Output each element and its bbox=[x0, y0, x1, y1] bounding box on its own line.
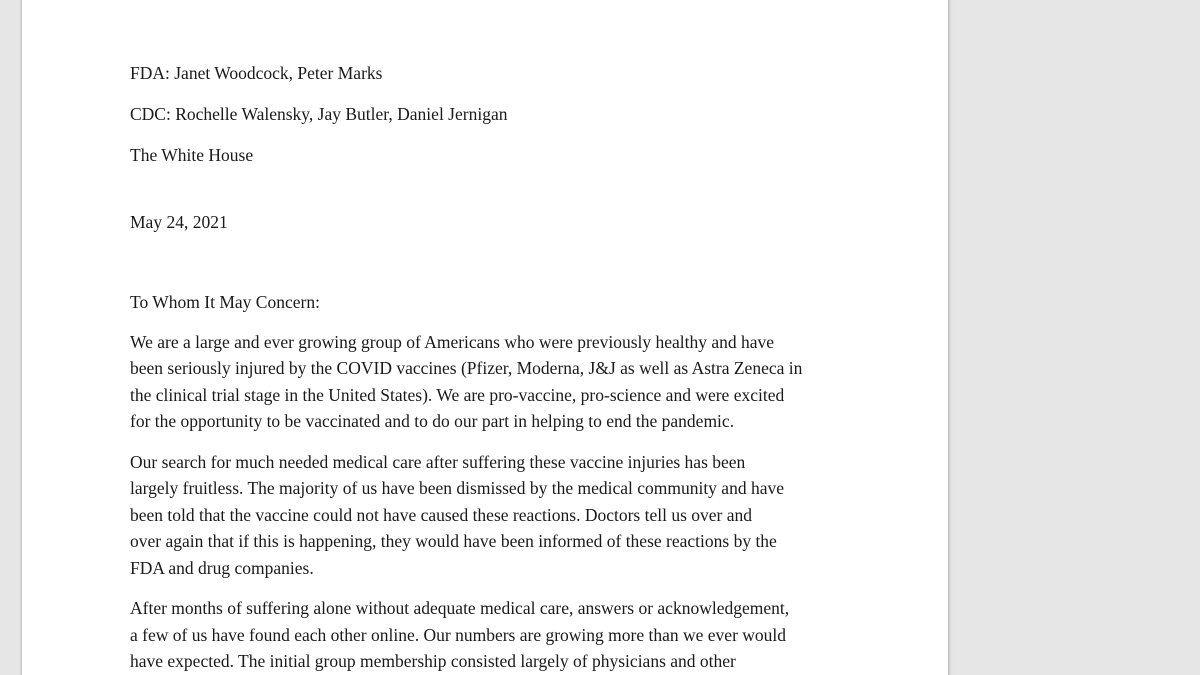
paragraph-line: Our search for much needed medical care after suffering these vaccine injuries has been bbox=[130, 451, 746, 472]
paragraph-line: have expected. The initial group membership consisted largely of physicians and other bbox=[130, 651, 736, 671]
letter-body bbox=[130, 60, 850, 675]
addressee-cdc: CDC: Rochelle Walensky, Jay Butler, Daniel Jernigan bbox=[130, 104, 508, 124]
paragraph-line: After months of suffering alone without adequate medical care, answers or acknowledgement, bbox=[130, 598, 790, 618]
document-page bbox=[22, 0, 948, 675]
addressee-white-house: The White House bbox=[130, 145, 254, 165]
paragraph-line: FDA and drug companies. bbox=[130, 557, 314, 578]
paragraph bbox=[130, 329, 850, 435]
paragraph-line: We are a large and ever growing group of Americans who were previously healthy and have bbox=[130, 331, 775, 352]
paragraph-line: a few of us have found each other online. Our numbers are growing more than we ever would bbox=[130, 624, 787, 645]
paragraph-line: the clinical trial stage in the United States). We are pro-vaccine, pro-science and were excited bbox=[130, 384, 785, 405]
addressee-fda: FDA: Janet Woodcock, Peter Marks bbox=[130, 63, 383, 83]
paragraph-line: largely fruitless. The majority of us have been dismissed by the medical community and have bbox=[130, 478, 784, 498]
paragraph-line: been told that the vaccine could not have caused these reactions. Doctors tell us over and bbox=[130, 504, 753, 525]
letter-date: May 24, 2021 bbox=[130, 211, 228, 232]
paragraph bbox=[130, 449, 850, 582]
paragraph-line: for the opportunity to be vaccinated and to do our part in helping to end the pandemic. bbox=[130, 411, 735, 431]
paragraph bbox=[130, 595, 850, 675]
paragraph-line: over again that if this is happening, they would have been informed of these reactions by the bbox=[130, 531, 777, 551]
salutation: To Whom It May Concern: bbox=[130, 292, 320, 312]
paragraph-line: been seriously injured by the COVID vaccines (Pfizer, Moderna, J&J as well as Astra Zeneca in bbox=[130, 358, 803, 378]
